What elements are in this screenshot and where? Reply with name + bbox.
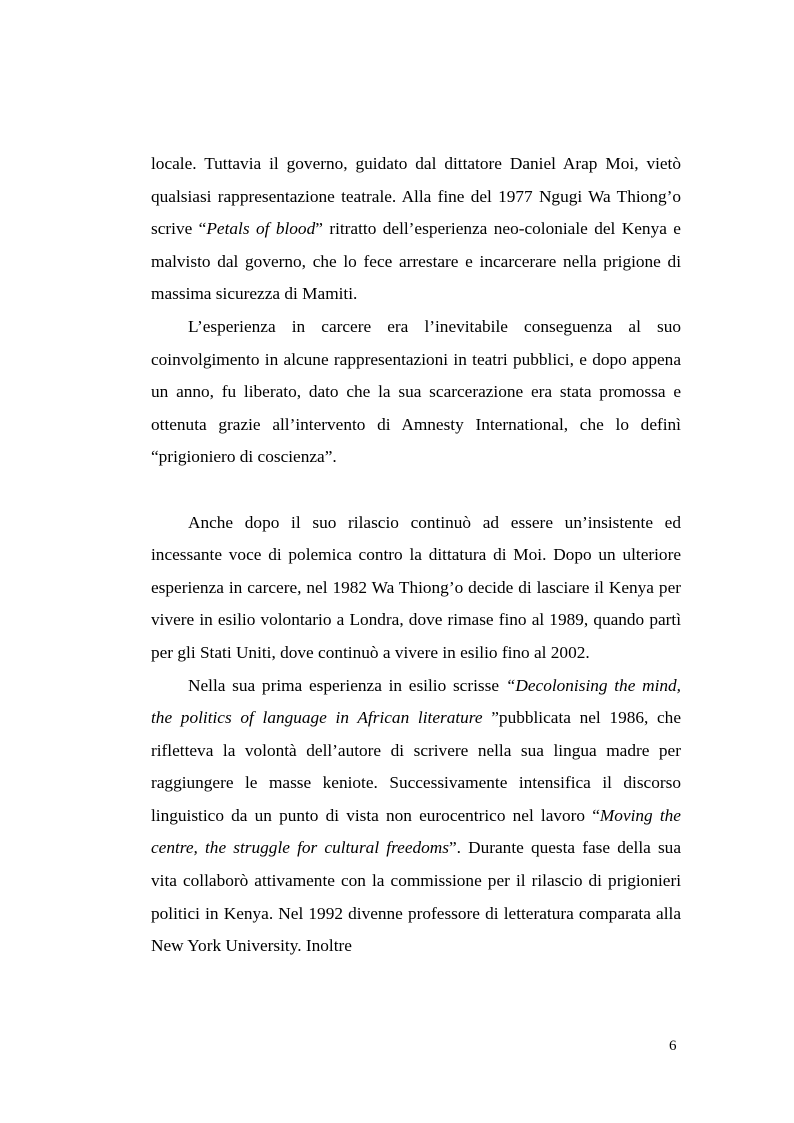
- paragraph-2-text: L’esperienza in carcere era l’inevitabile conseguenza al suo coinvolgimento in alcune rappresentazioni in teatri pubblici, e dopo appena un anno, fu liberato, dato che la sua scarcerazione era stata promossa e ottenuta grazie all’intervento di Amnesty International, che lo definì “prigioniero di coscienza”.: [151, 316, 681, 467]
- paragraph-3: [151, 507, 681, 670]
- paragraph-1: [151, 148, 681, 311]
- paragraph-1-text-a: locale. Tuttavia il governo, guidato dal dittatore Daniel Arap Moi, vietò qualsiasi rappresentazione teatrale. Alla fine del 1977 Ngugi Wa Thiong’o scrive “: [151, 154, 681, 239]
- paragraph-1-text-b: ” ritratto dell’esperienza neo-coloniale del Kenya e malvisto dal governo, che lo fece arrestare e incarcerare nella prigione di massima sicurezza di Mamiti.: [151, 219, 681, 304]
- paragraph-4-text-c: ”. Durante questa fase della sua vita collaborò attivamente con la commissione per il rilascio di prigionieri politici in Kenya. Nel 1992 divenne professore di letteratura comparata alla New York University. Inoltre: [151, 838, 681, 956]
- paragraph-4-text-a: Nella sua prima esperienza in esilio scrisse: [188, 675, 506, 695]
- book-title-moving-the-centre: Moving the centre, the struggle for cultural freedoms: [151, 805, 681, 858]
- book-title-petals-of-blood: Petals of blood: [206, 219, 316, 239]
- body-text: [151, 148, 681, 963]
- book-title-decolonising-the-mind: “Decolonising the mind, the politics of language in African literature: [151, 675, 681, 728]
- paragraph-2: [151, 311, 681, 474]
- paragraph-3-text: Anche dopo il suo rilascio continuò ad essere un’insistente ed incessante voce di polemica contro la dittatura di Moi. Dopo un ulteriore esperienza in carcere, nel 1982 Wa Thiong’o decide di lasciare il Kenya per vivere in esilio volontario a Londra, dove rimase fino al 1989, quando partì per gli Stati Uniti, dove continuò a vivere in esilio fino al 2002.: [151, 512, 681, 662]
- paragraph-4-text-b: ”pubblicata nel 1986, che rifletteva la volontà dell’autore di scrivere nella sua lingua madre per raggiungere le masse keniote. Successivamente intensifica il discorso linguistico da un punto di vista non eurocentrico nel lavoro “: [151, 708, 681, 825]
- page-number: 6: [669, 1038, 677, 1054]
- paragraph-4: [151, 670, 681, 963]
